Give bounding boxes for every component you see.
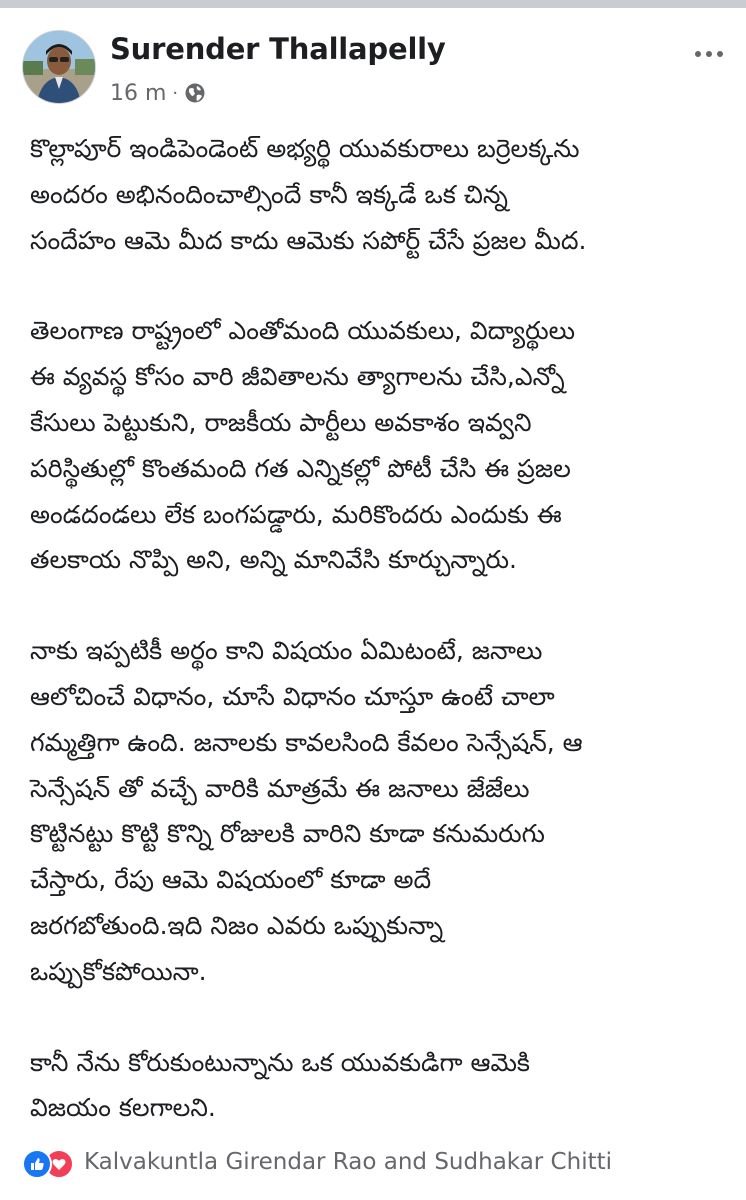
text-line: నాకు ఇప్పటికీ అర్థం కాని విషయం ఏమిటంటే, జనాలు bbox=[30, 636, 543, 666]
text-line: కేసులు పెట్టుకుని, రాజకీయ పార్టీలు అవకాశం ఇవ్వని bbox=[30, 407, 532, 437]
top-divider bbox=[0, 0, 746, 8]
post-time[interactable]: 16 m bbox=[110, 80, 167, 106]
text-line: సందేహం ఆమె మీద కాదు ఆమెకు సపోర్ట్ చేసే ప్రజల మీద. bbox=[30, 225, 587, 255]
post-header bbox=[22, 30, 726, 114]
more-horizontal-icon[interactable] bbox=[692, 44, 726, 64]
paragraph-2 bbox=[30, 308, 720, 583]
author-name[interactable]: Surender Thallapelly bbox=[110, 32, 446, 66]
post-meta bbox=[110, 78, 206, 108]
text-line: ఆలోచించే విధానం, చూసే విధానం చూస్తూ ఉంటే చాలా bbox=[30, 681, 555, 711]
avatar[interactable] bbox=[22, 30, 96, 104]
meta-separator: · bbox=[172, 82, 179, 104]
like-icon bbox=[22, 1149, 52, 1179]
text-line: కానీ నేను కోరుకుంటున్నాను ఒక యువకుడిగా ఆమెకి bbox=[30, 1047, 530, 1077]
text-line: తలకాయ నొప్పి అని, అన్ని మానివేసి కూర్చున్నారు. bbox=[30, 545, 517, 575]
text-line: సెన్సేషన్ తో వచ్చే వారికి మాత్రమే ఈ జనాలు జేజేలు bbox=[30, 773, 530, 803]
text-line: ఈ వ్యవస్థ కోసం వారి జీవితాలను త్యాగాలను చేసి,ఎన్నో bbox=[30, 362, 565, 392]
post-text bbox=[30, 126, 720, 1176]
reactions-bar[interactable] bbox=[22, 1142, 612, 1182]
text-line: గమ్మత్తిగా ఉంది. జనాలకు కావలసింది కేవలం సెన్సేషన్, ఆ bbox=[30, 727, 583, 757]
avatar-image bbox=[23, 31, 95, 103]
reactors-text[interactable]: Kalvakuntla Girendar Rao and Sudhakar Chitti bbox=[84, 1149, 613, 1175]
text-line: అందరం అభినందించాల్సిందే కానీ ఇక్కడే ఒక చిన్న bbox=[30, 179, 508, 209]
paragraph-1 bbox=[30, 126, 720, 263]
text-line: ఒప్పుకోకపోయినా. bbox=[30, 956, 207, 986]
facebook-post bbox=[0, 8, 746, 1200]
text-line: విజయం కలగాలని. bbox=[30, 1093, 216, 1123]
text-line: తెలంగాణ రాష్ట్రంలో ఎంతోమంది యువకులు, విద్యార్థులు bbox=[30, 316, 575, 346]
text-line: కొట్టినట్టు కొట్టి కొన్ని రోజులకి వారిని కూడా కనుమరుగు bbox=[30, 819, 545, 849]
text-line: పరిస్థితుల్లో కొంతమంది గత ఎన్నికల్లో పోటీ చేసి ఈ ప్రజల bbox=[30, 453, 571, 483]
text-line: జరగబోతుంది.ఇది నిజం ఎవరు ఒప్పుకున్నా bbox=[30, 910, 444, 940]
paragraph-3 bbox=[30, 628, 720, 994]
text-line: అండదండలు లేక బంగపడ్డారు, మరికొందరు ఎందుకు ఈ bbox=[30, 499, 562, 529]
paragraph-4 bbox=[30, 1040, 720, 1132]
globe-icon[interactable] bbox=[184, 82, 206, 104]
reaction-icons[interactable] bbox=[22, 1147, 76, 1177]
text-line: కొల్లాపూర్ ఇండిపెండెంట్ అభ్యర్థి యువకురాలు బర్రెలక్కను bbox=[30, 134, 580, 163]
text-line: చేస్తారు, రేపు ఆమె విషయంలో కూడా అదే bbox=[30, 865, 432, 895]
